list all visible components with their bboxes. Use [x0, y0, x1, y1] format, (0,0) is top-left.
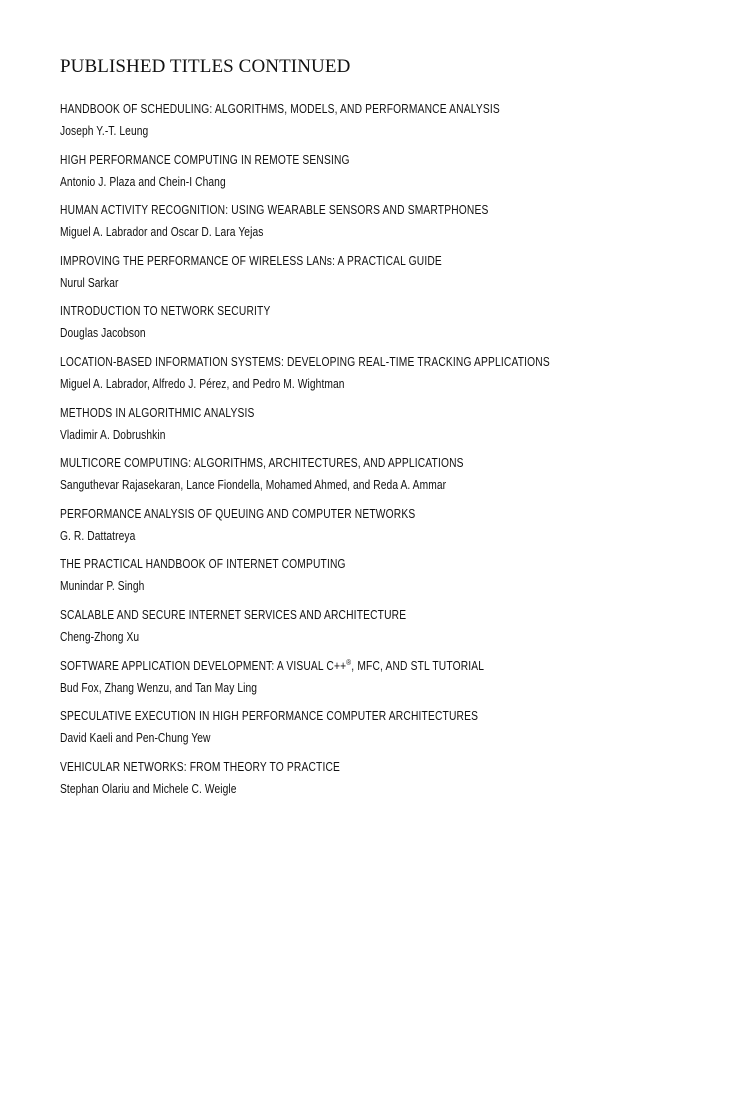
- list-item: [60, 658, 720, 709]
- book-title: SPECULATIVE EXECUTION IN HIGH PERFORMANCE COMPUTER ARCHITECTURES: [60, 709, 479, 724]
- page-heading: PUBLISHED TITLES CONTINUED: [60, 56, 351, 77]
- book-title: SCALABLE AND SECURE INTERNET SERVICES AND ARCHITECTURE: [60, 607, 407, 622]
- list-item: [60, 253, 720, 304]
- list-item: [60, 303, 720, 354]
- list-item: [60, 455, 720, 506]
- book-author: Miguel A. Labrador, Alfredo J. Pérez, and Pedro M. Wightman: [60, 376, 345, 391]
- list-item: [60, 506, 720, 557]
- list-item: [60, 354, 720, 405]
- book-author: Douglas Jacobson: [60, 326, 146, 341]
- book-author: Munindar P. Singh: [60, 579, 145, 594]
- book-title: HANDBOOK OF SCHEDULING: ALGORITHMS, MODELS, AND PERFORMANCE ANALYSIS: [60, 102, 500, 116]
- book-title: VEHICULAR NETWORKS: FROM THEORY TO PRACTICE: [60, 759, 341, 774]
- book-author: Joseph Y.-T. Leung: [60, 124, 149, 138]
- book-title: INTRODUCTION TO NETWORK SECURITY: [60, 304, 271, 319]
- list-item: [60, 405, 720, 456]
- list-item: [60, 152, 720, 203]
- registered-trademark-symbol: ®: [346, 657, 352, 667]
- book-title: THE PRACTICAL HANDBOOK OF INTERNET COMPUTING: [60, 557, 346, 572]
- list-item: [60, 202, 720, 253]
- book-author: Sanguthevar Rajasekaran, Lance Fiondella, Mohamed Ahmed, and Reda A. Ammar: [60, 478, 447, 493]
- list-item: [60, 101, 720, 152]
- book-author: Antonio J. Plaza and Chein-I Chang: [60, 174, 226, 189]
- book-author: Miguel A. Labrador and Oscar D. Lara Yejas: [60, 225, 264, 240]
- book-title-suffix: , MFC, AND STL TUTORIAL: [351, 658, 485, 673]
- book-title: METHODS IN ALGORITHMIC ANALYSIS: [60, 405, 255, 420]
- book-title: IMPROVING THE PERFORMANCE OF WIRELESS LANs: A PRACTICAL GUIDE: [60, 253, 442, 268]
- book-title: HIGH PERFORMANCE COMPUTING IN REMOTE SENSING: [60, 152, 350, 167]
- book-author: Vladimir A. Dobrushkin: [60, 427, 166, 442]
- book-author: Bud Fox, Zhang Wenzu, and Tan May Ling: [60, 680, 258, 695]
- title-list: [60, 101, 720, 809]
- book-author: Stephan Olariu and Michele C. Weigle: [60, 781, 237, 796]
- book-title-prefix: SOFTWARE APPLICATION DEVELOPMENT: A VISUAL C++: [60, 658, 347, 673]
- book-author: Cheng-Zhong Xu: [60, 629, 140, 644]
- book-author: David Kaeli and Pen-Chung Yew: [60, 731, 211, 746]
- book-author: G. R. Dattatreya: [60, 528, 136, 543]
- book-title: [60, 658, 601, 680]
- list-item: [60, 708, 720, 759]
- book-author: Nurul Sarkar: [60, 275, 119, 290]
- book-title: MULTICORE COMPUTING: ALGORITHMS, ARCHITECTURES, AND APPLICATIONS: [60, 456, 464, 471]
- list-item: [60, 556, 720, 607]
- book-title: HUMAN ACTIVITY RECOGNITION: USING WEARABLE SENSORS AND SMARTPHONES: [60, 203, 489, 218]
- book-title: PERFORMANCE ANALYSIS OF QUEUING AND COMPUTER NETWORKS: [60, 506, 416, 521]
- book-title: LOCATION-BASED INFORMATION SYSTEMS: DEVELOPING REAL-TIME TRACKING APPLICATIONS: [60, 354, 550, 369]
- list-item: [60, 759, 720, 810]
- list-item: [60, 607, 720, 658]
